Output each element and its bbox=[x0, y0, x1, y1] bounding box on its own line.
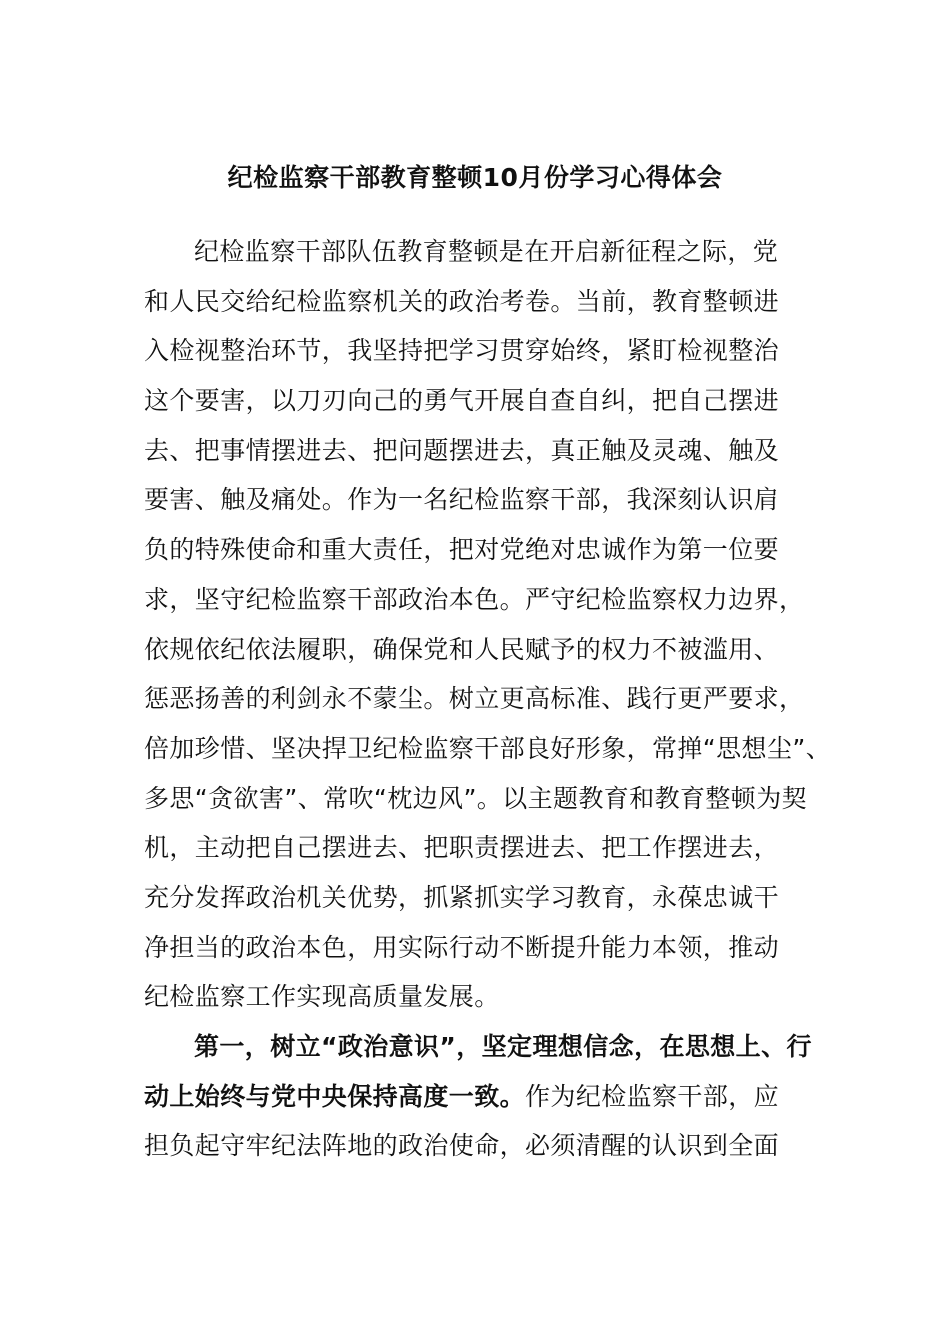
paragraph-line: 倍加珍惜、坚决捍卫纪检监察干部良好形象，常掸“思想尘”、 bbox=[144, 733, 832, 763]
paragraph-line: 求，坚守纪检监察干部政治本色。严守纪检监察权力边界， bbox=[144, 584, 805, 614]
document-body bbox=[144, 232, 832, 1176]
paragraph-text: 作为纪检监察干部，应 bbox=[525, 1081, 780, 1111]
section-heading-line: 第一，树立“政治意识”，坚定理想信念，在思想上、行 bbox=[194, 1032, 812, 1061]
section-heading-text: 动上始终与党中央保持高度一致。 bbox=[144, 1081, 526, 1111]
paragraph-line: 依规依纪依法履职，确保党和人民赋予的权力不被滥用、 bbox=[144, 634, 780, 664]
paragraph-line: 机，主动把自己摆进去、把职责摆进去、把工作摆进去， bbox=[144, 833, 780, 863]
paragraph-line: 去、把事情摆进去、把问题摆进去，真正触及灵魂、触及 bbox=[144, 435, 780, 465]
paragraph-line: 担负起守牢纪法阵地的政治使命，必须清醒的认识到全面 bbox=[144, 1131, 780, 1161]
paragraph-line: 惩恶扬善的利剑永不蒙尘。树立更高标准、践行更严要求， bbox=[144, 684, 805, 714]
paragraph-line: 入检视整治环节，我坚持把学习贯穿始终，紧盯检视整治 bbox=[144, 336, 780, 366]
paragraph-line: 纪检监察工作实现高质量发展。 bbox=[144, 982, 500, 1012]
paragraph-line: 多思“贪欲害”、常吹“枕边风”。以主题教育和教育整顿为契 bbox=[144, 783, 808, 813]
paragraph-line bbox=[144, 1077, 824, 1127]
document-title: 纪检监察干部教育整顿10月份学习心得体会 bbox=[227, 163, 723, 192]
paragraph-line: 负的特殊使命和重大责任，把对党绝对忠诚作为第一位要 bbox=[144, 535, 780, 565]
paragraph-line: 充分发挥政治机关优势，抓紧抓实学习教育，永葆忠诚干 bbox=[144, 882, 780, 912]
paragraph-line: 纪检监察干部队伍教育整顿是在开启新征程之际，党 bbox=[194, 237, 779, 266]
paragraph-line: 净担当的政治本色，用实际行动不断提升能力本领，推动 bbox=[144, 932, 780, 962]
paragraph-line: 和人民交给纪检监察机关的政治考卷。当前，教育整顿进 bbox=[144, 286, 780, 316]
paragraph-line: 这个要害，以刀刃向己的勇气开展自查自纠，把自己摆进 bbox=[144, 386, 780, 416]
paragraph-line: 要害、触及痛处。作为一名纪检监察干部，我深刻认识肩 bbox=[144, 485, 780, 515]
